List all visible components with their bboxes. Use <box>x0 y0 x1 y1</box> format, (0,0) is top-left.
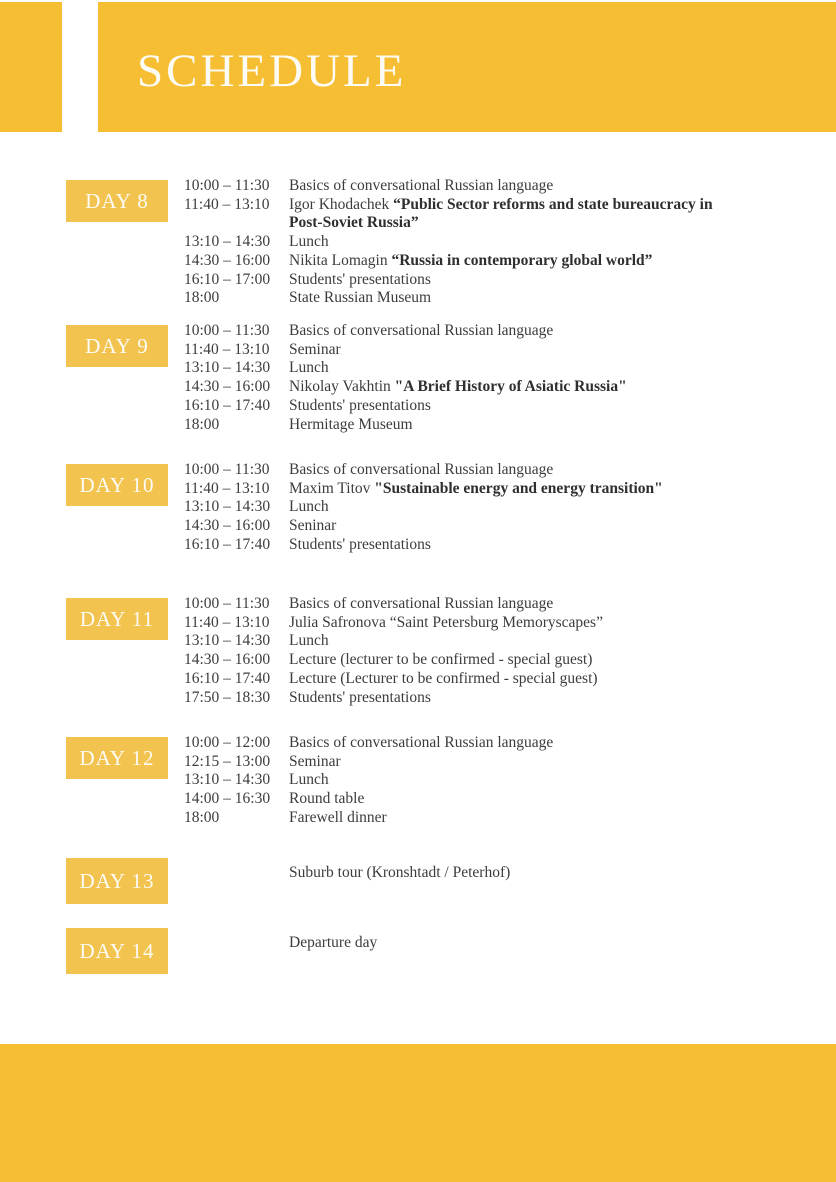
time-cell: 13:10 – 14:30 <box>184 771 271 789</box>
activity-cell <box>289 595 731 614</box>
time-cell: 10:00 – 11:30 <box>184 177 270 194</box>
day-label: DAY 10 <box>66 464 168 506</box>
day-label: DAY 8 <box>66 180 168 222</box>
activity-title-bold: “Russia in contemporary global world” <box>391 251 653 269</box>
time-cell: 16:10 – 17:40 <box>184 535 271 553</box>
day-rows <box>184 595 731 707</box>
activity-text: Lecture (Lecturer to be confirmed - special guest) <box>289 669 598 687</box>
activity-cell <box>289 498 731 517</box>
activity-cell <box>289 790 731 809</box>
activity-cell <box>289 864 731 883</box>
schedule-row <box>184 416 731 435</box>
schedule-row <box>184 378 731 397</box>
footer-band <box>0 1044 836 1182</box>
day-block <box>66 928 731 974</box>
activity-text: Basics of conversational Russian language <box>289 734 554 751</box>
activity-cell <box>289 177 731 196</box>
day-rows <box>184 734 731 828</box>
schedule-row <box>184 753 731 772</box>
day-label: DAY 12 <box>66 737 168 779</box>
activity-text: Lunch <box>289 632 329 650</box>
activity-text: Students' presentations <box>289 270 431 288</box>
day-label: DAY 11 <box>66 598 168 640</box>
activity-cell <box>289 753 731 772</box>
day-block <box>66 461 731 555</box>
day-rows <box>184 177 731 308</box>
activity-text: Julia Safronova “Saint Petersburg Memoryscapes” <box>289 613 603 631</box>
activity-title-bold: "A Brief History of Asiatic Russia" <box>394 378 627 396</box>
activity-cell <box>289 233 731 252</box>
schedule-row <box>184 595 731 614</box>
time-cell: 14:00 – 16:30 <box>184 790 271 808</box>
activity-title-bold: "Sustainable energy and energy transition" <box>374 479 663 497</box>
day-rows <box>184 322 731 434</box>
schedule-row <box>184 771 731 790</box>
activity-cell <box>289 809 731 828</box>
activity-text: Nikolay Vakhtin <box>289 378 395 396</box>
activity-cell <box>289 416 731 435</box>
activity-cell <box>289 397 731 416</box>
activity-text: Lunch <box>289 359 329 377</box>
time-cell: 16:10 – 17:40 <box>184 396 271 414</box>
activity-cell <box>289 734 731 753</box>
day-block <box>66 595 731 707</box>
day-rows <box>184 928 731 953</box>
activity-cell <box>289 252 731 271</box>
time-cell: 14:30 – 16:00 <box>184 251 271 269</box>
activity-text: Hermitage Museum <box>289 415 413 433</box>
activity-cell <box>289 632 731 651</box>
activity-cell <box>289 461 731 480</box>
activity-text: Seminar <box>289 340 341 358</box>
schedule-row <box>184 461 731 480</box>
activity-cell <box>289 378 731 397</box>
activity-cell <box>289 341 731 360</box>
activity-text: Seminar <box>289 752 341 770</box>
schedule-row <box>184 809 731 828</box>
time-cell: 11:40 – 13:10 <box>184 195 270 213</box>
activity-text: Seninar <box>289 517 337 535</box>
schedule-row <box>184 934 731 953</box>
activity-cell <box>289 196 731 233</box>
day-rows <box>184 461 731 555</box>
time-cell: 11:40 – 13:10 <box>184 340 270 358</box>
activity-cell <box>289 689 731 708</box>
schedule-row <box>184 734 731 753</box>
activity-cell <box>289 517 731 536</box>
activity-text: Round table <box>289 790 365 808</box>
schedule-row <box>184 614 731 633</box>
day-block <box>66 177 731 308</box>
time-cell: 16:10 – 17:00 <box>184 270 271 288</box>
activity-text: Students' presentations <box>289 688 431 706</box>
activity-cell <box>289 289 731 308</box>
schedule-row <box>184 498 731 517</box>
schedule-row <box>184 632 731 651</box>
time-cell: 18:00 <box>184 808 220 826</box>
time-cell: 14:30 – 16:00 <box>184 517 271 535</box>
time-cell: 10:00 – 11:30 <box>184 461 270 478</box>
activity-title-bold: “Public Sector reforms and state bureaucracy in Post-Soviet Russia” <box>289 195 713 232</box>
schedule-row <box>184 359 731 378</box>
time-cell: 14:30 – 16:00 <box>184 378 271 396</box>
activity-text: Students' presentations <box>289 396 431 414</box>
time-cell <box>184 864 289 883</box>
schedule-row <box>184 233 731 252</box>
activity-text: Lunch <box>289 498 329 516</box>
schedule-row <box>184 397 731 416</box>
header-banner <box>98 2 836 132</box>
activity-cell <box>289 934 731 953</box>
schedule-row <box>184 271 731 290</box>
time-cell: 13:10 – 14:30 <box>184 359 271 377</box>
time-cell: 13:10 – 14:30 <box>184 233 271 251</box>
time-cell: 16:10 – 17:40 <box>184 669 271 687</box>
schedule-row <box>184 790 731 809</box>
activity-cell <box>289 536 731 555</box>
time-cell: 11:40 – 13:10 <box>184 613 270 631</box>
day-block <box>66 858 731 904</box>
time-cell: 18:00 <box>184 289 220 307</box>
page-title: SCHEDULE <box>137 44 407 97</box>
time-cell: 10:00 – 11:30 <box>184 322 270 339</box>
schedule-row <box>184 289 731 308</box>
activity-cell <box>289 271 731 290</box>
activity-text: Basics of conversational Russian language <box>289 595 554 612</box>
schedule-row <box>184 651 731 670</box>
schedule-row <box>184 689 731 708</box>
schedule-row <box>184 864 731 883</box>
time-cell: 10:00 – 11:30 <box>184 595 270 612</box>
schedule-row <box>184 322 731 341</box>
header-accent-strip <box>0 2 62 132</box>
activity-text: Departure day <box>289 934 378 951</box>
time-cell: 13:10 – 14:30 <box>184 632 271 650</box>
day-label: DAY 13 <box>66 858 168 904</box>
schedule-row <box>184 196 731 233</box>
activity-text: Lecture (lecturer to be confirmed - special guest) <box>289 651 593 669</box>
day-block <box>66 734 731 828</box>
activity-cell <box>289 670 731 689</box>
activity-text: Farewell dinner <box>289 808 387 826</box>
schedule-row <box>184 517 731 536</box>
activity-cell <box>289 771 731 790</box>
activity-text: Basics of conversational Russian language <box>289 322 554 339</box>
schedule-row <box>184 536 731 555</box>
activity-cell <box>289 651 731 670</box>
schedule-row <box>184 177 731 196</box>
time-cell: 17:50 – 18:30 <box>184 688 271 706</box>
activity-text: Students' presentations <box>289 535 431 553</box>
activity-cell <box>289 322 731 341</box>
activity-text: Basics of conversational Russian language <box>289 177 554 194</box>
schedule-row <box>184 252 731 271</box>
time-cell: 12:15 – 13:00 <box>184 752 271 770</box>
activity-text: Basics of conversational Russian language <box>289 461 554 478</box>
schedule-row <box>184 480 731 499</box>
time-cell: 11:40 – 13:10 <box>184 479 270 497</box>
day-label: DAY 14 <box>66 928 168 974</box>
time-cell: 18:00 <box>184 415 220 433</box>
day-rows <box>184 858 731 883</box>
activity-text: Maxim Titov <box>289 479 375 497</box>
activity-cell <box>289 480 731 499</box>
activity-text: Nikita Lomagin <box>289 251 392 269</box>
activity-cell <box>289 614 731 633</box>
day-block <box>66 322 731 434</box>
time-cell: 13:10 – 14:30 <box>184 498 271 516</box>
schedule-row <box>184 341 731 360</box>
time-cell: 10:00 – 12:00 <box>184 734 271 751</box>
activity-cell <box>289 359 731 378</box>
time-cell <box>184 934 289 953</box>
activity-text: Suburb tour (Kronshtadt / Peterhof) <box>289 864 511 881</box>
activity-text: State Russian Museum <box>289 289 432 307</box>
activity-text: Lunch <box>289 771 329 789</box>
day-label: DAY 9 <box>66 325 168 367</box>
time-cell: 14:30 – 16:00 <box>184 651 271 669</box>
schedule-row <box>184 670 731 689</box>
activity-text: Lunch <box>289 233 329 251</box>
activity-text: Igor Khodachek <box>289 195 394 213</box>
